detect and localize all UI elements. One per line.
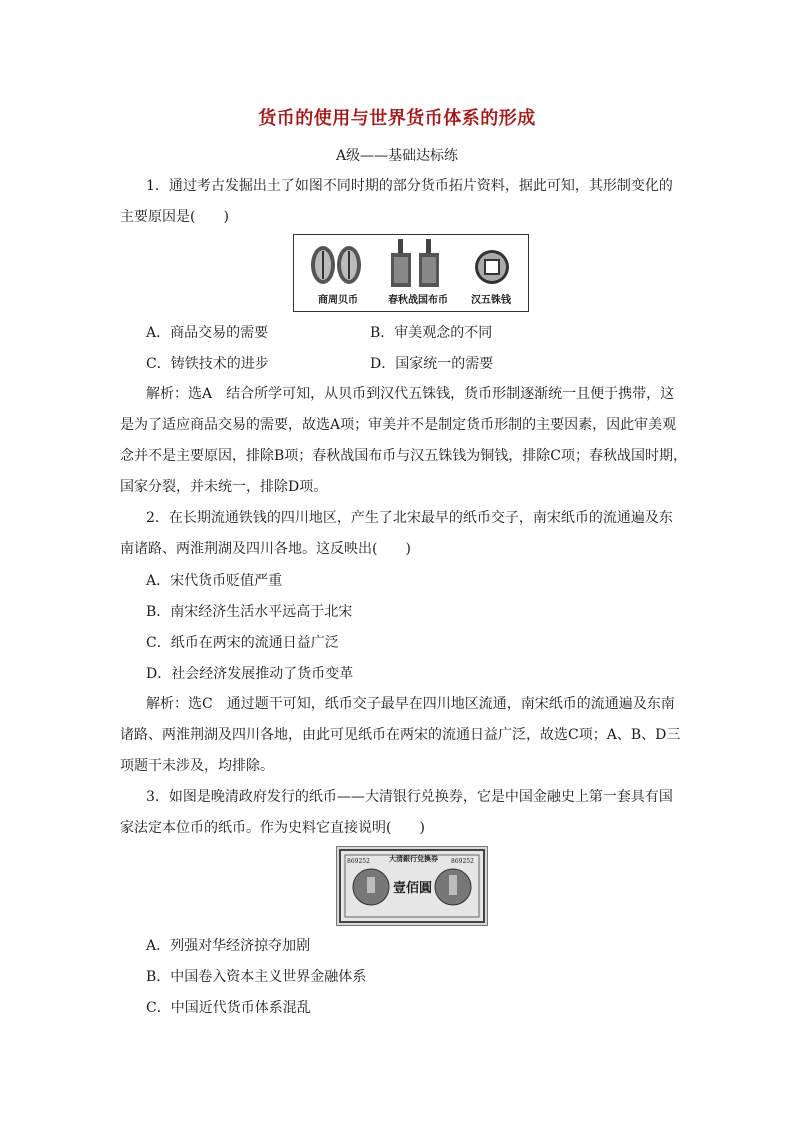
q2-option-c: C．纸币在两宋的流通日益广泛 xyxy=(146,635,339,651)
banknote-serial-right: 869252 xyxy=(451,858,474,865)
banknote-image xyxy=(336,846,488,926)
q1-option-c: C．铸铁技术的进步 xyxy=(146,356,269,372)
caption-shell-coin: 商周贝币 xyxy=(318,295,358,306)
section-subtitle: A级——基础达标练 xyxy=(335,148,459,164)
q1-stem-line-1: 1．通过考古发掘出土了如图不同时期的部分货币拓片资料，据此可知，其形制变化的 xyxy=(146,178,673,194)
q1-analysis-line-1: 解析：选A 结合所学可知，从贝币到汉代五铢钱，货币形制逐渐统一且便于携带，这 xyxy=(146,386,675,402)
q3-stem-line-2: 家法定本位币的纸币。作为史料它直接说明( ) xyxy=(120,820,425,836)
spade-coin-image xyxy=(388,237,448,291)
q1-analysis-line-2: 是为了适应商品交易的需要，故选A项；审美并不是制定货币形制的主要因素，因此审美观 xyxy=(120,417,677,433)
banknote-header: 大清銀行兌換券 xyxy=(389,854,438,863)
q3-option-c: C．中国近代货币体系混乱 xyxy=(146,1000,311,1016)
q1-stem-line-2: 主要原因是( ) xyxy=(120,209,229,225)
caption-spade-coin: 春秋战国布币 xyxy=(388,295,448,306)
banknote-denomination: 壹佰圓 xyxy=(393,881,433,896)
banknote-serial-left: 869252 xyxy=(347,858,370,865)
q3-stem-line-1: 3．如图是晚清政府发行的纸币——大清银行兑换券，它是中国金融史上第一套具有国 xyxy=(146,789,673,805)
q1-option-b: B．审美观念的不同 xyxy=(370,325,493,341)
q2-stem-line-1: 2．在长期流通铁钱的四川地区，产生了北宋最早的纸币交子，南宋纸币的流通遍及东 xyxy=(146,510,673,526)
wuzhu-coin-image xyxy=(472,247,512,287)
q2-option-d: D．社会经济发展推动了货币变革 xyxy=(146,666,354,682)
q2-option-a: A．宋代货币贬值严重 xyxy=(146,573,283,589)
q1-analysis-line-4: 国家分裂，并未统一，排除D项。 xyxy=(120,479,328,495)
q2-analysis-line-2: 诸路、两淮荆湖及四川各地，由此可见纸币在两宋的流通日益广泛，故选C项；A、B、D三 xyxy=(120,727,681,743)
q1-option-d: D．国家统一的需要 xyxy=(370,356,494,372)
shell-coin-image xyxy=(308,241,364,287)
q1-analysis-line-3: 念并不是主要原因，排除B项；春秋战国布币与汉五铢钱为铜钱，排除C项；春秋战国时期， xyxy=(120,448,687,464)
q2-analysis-line-1: 解析：选C 通过题干可知，纸币交子最早在四川地区流通，南宋纸币的流通遍及东南 xyxy=(146,696,675,712)
q2-option-b: B．南宋经济生活水平远高于北宋 xyxy=(146,604,353,620)
q3-option-a: A．列强对华经济掠夺加剧 xyxy=(146,938,311,954)
q2-analysis-line-3: 项题干未涉及，均排除。 xyxy=(120,758,274,774)
q3-option-b: B．中国卷入资本主义世界金融体系 xyxy=(146,969,367,985)
page-title: 货币的使用与世界货币体系的形成 xyxy=(258,108,536,129)
q1-coin-figure xyxy=(293,234,529,312)
q1-option-a: A．商品交易的需要 xyxy=(146,325,269,341)
q2-stem-line-2: 南诸路、两淮荆湖及四川各地。这反映出( ) xyxy=(120,541,411,557)
caption-wuzhu-coin: 汉五铢钱 xyxy=(471,295,511,306)
